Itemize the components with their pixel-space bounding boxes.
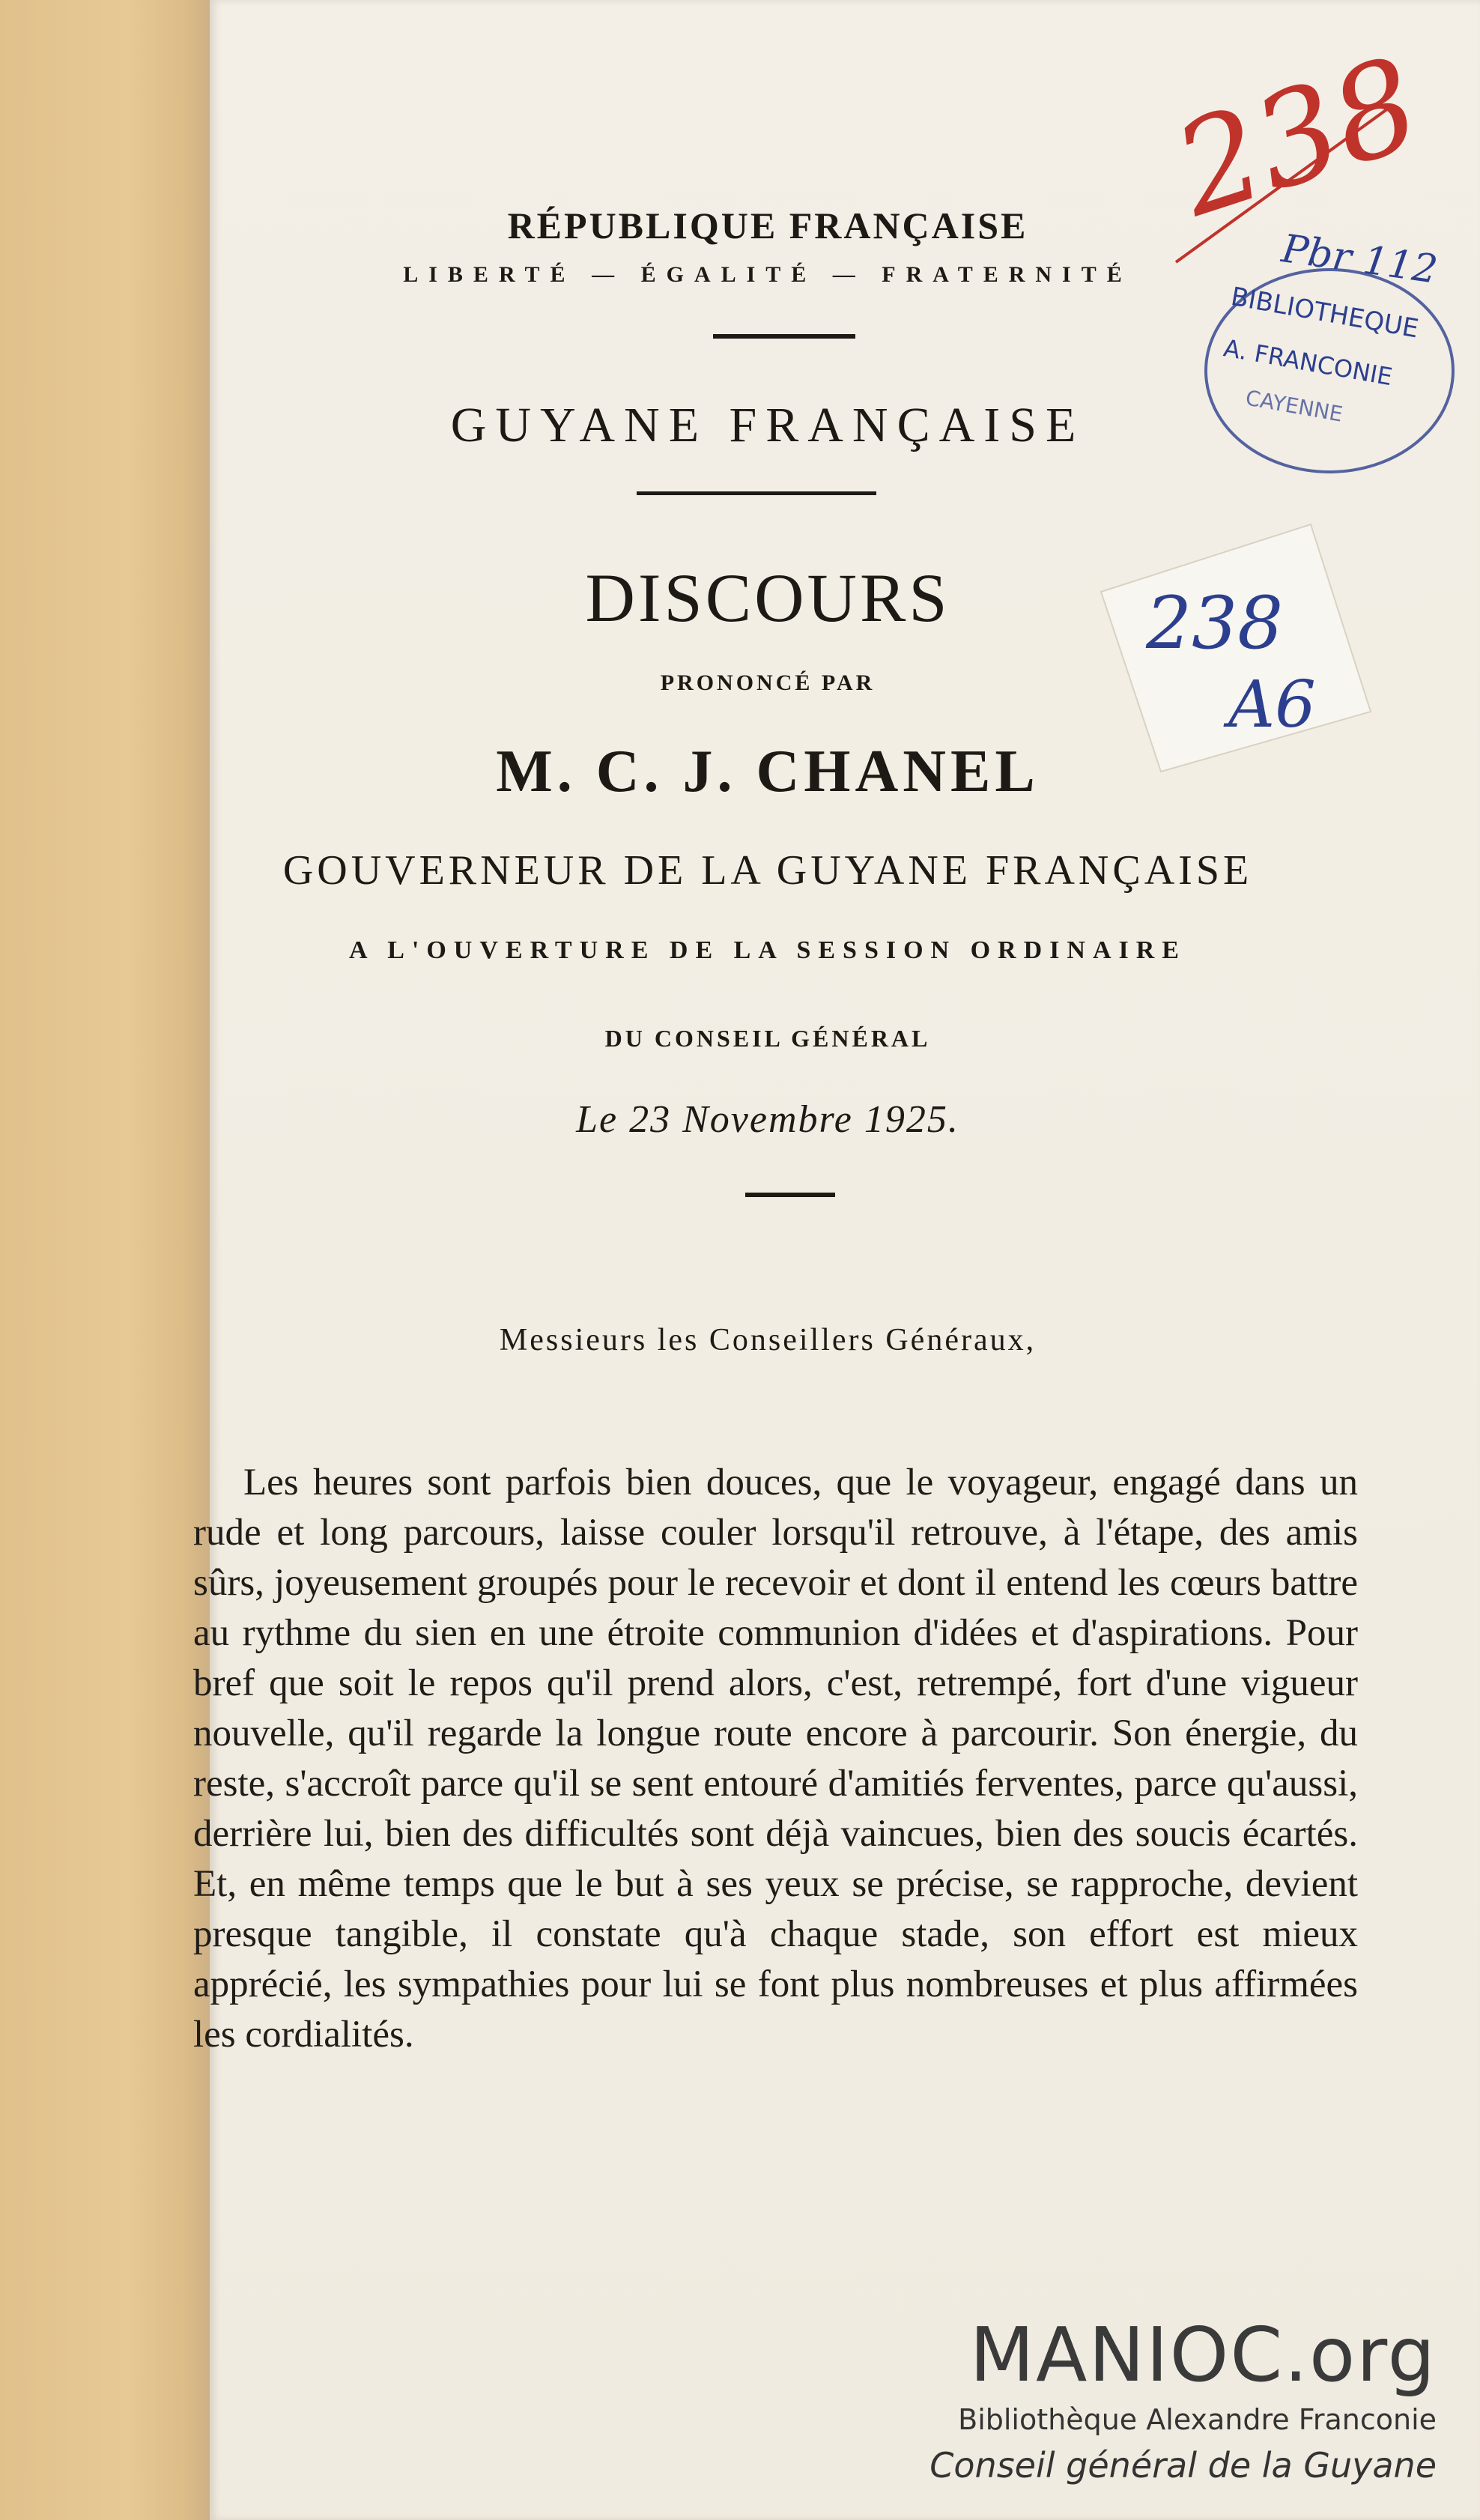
- stamp-line-3: CAYENNE: [1243, 385, 1345, 427]
- label-number: 238: [1146, 581, 1284, 665]
- label-code: A6: [1228, 667, 1316, 742]
- speaker-name: M. C. J. CHANEL: [496, 739, 1040, 805]
- colony-heading: GUYANE FRANÇAISE: [450, 398, 1085, 452]
- speech-date: Le 23 Novembre 1925.: [576, 1098, 959, 1141]
- document-title: DISCOURS: [585, 560, 950, 636]
- speech-paragraph: Les heures sont parfois bien douces, que le voyageur, engagé dans un rude et long parcours, laisse couler lorsqu'il retrouve, à l'étape, des amis sûrs, joyeusement groupés pour le recevoir et dont il entend les cœurs battre au rythme du sien en une étroite communion d'idées et d'aspirations. Pour bref que soit le repos qu'il prend alors, c'est, retrempé, fort d'une vigueur nouvelle, qu'il regarde la longue route encore à parcourir. Son énergie, du reste, s'accroît parce qu'il se sent entouré d'amitiés ferventes, parce qu'aussi, derrière lui, bien des difficultés sont déjà vaincues, bien des soucis écartés. Et, en même temps que le but à ses yeux se précise, se rapproche, devient presque tangible, il constate qu'à chaque stade, son effort est mieux apprécié, les sympathies pour lui se font plus nombreuses et plus affirmées les cordialités.: [193, 1462, 1358, 2056]
- library-credit: Bibliothèque Alexandre Franconie: [958, 2403, 1437, 2436]
- shelf-label: [1086, 524, 1371, 772]
- library-stamp: [1191, 225, 1468, 494]
- binding-strip: [0, 0, 210, 2520]
- shelfmark-text: Pbr 112: [1279, 226, 1440, 293]
- assembly-line: DU CONSEIL GÉNÉRAL: [604, 1025, 931, 1052]
- manioc-logo: MANIOC.org: [969, 2311, 1437, 2399]
- speaker-position: GOUVERNEUR DE LA GUYANE FRANÇAISE: [282, 847, 1253, 894]
- republic-heading: RÉPUBLIQUE FRANÇAISE: [507, 205, 1028, 246]
- institution-credit: Conseil général de la Guyane: [929, 2445, 1437, 2486]
- salutation: Messieurs les Conseillers Généraux,: [499, 1323, 1037, 1357]
- divider-rule: [637, 491, 876, 495]
- subtitle: PRONONCÉ PAR: [660, 670, 876, 695]
- red-number-text: 238: [1159, 29, 1437, 246]
- red-handwritten-number: [1153, 15, 1437, 246]
- stamp-line-1: BIBLIOTHEQUE: [1228, 282, 1421, 345]
- divider-rule: [745, 1193, 835, 1197]
- divider-rule: [713, 334, 855, 339]
- stamp-line-2: A. FRANCONIE: [1221, 333, 1395, 392]
- occasion-line: A L'OUVERTURE DE LA SESSION ORDINAIRE: [349, 936, 1186, 964]
- motto-line: LIBERTÉ — ÉGALITÉ — FRATERNITÉ: [403, 262, 1132, 287]
